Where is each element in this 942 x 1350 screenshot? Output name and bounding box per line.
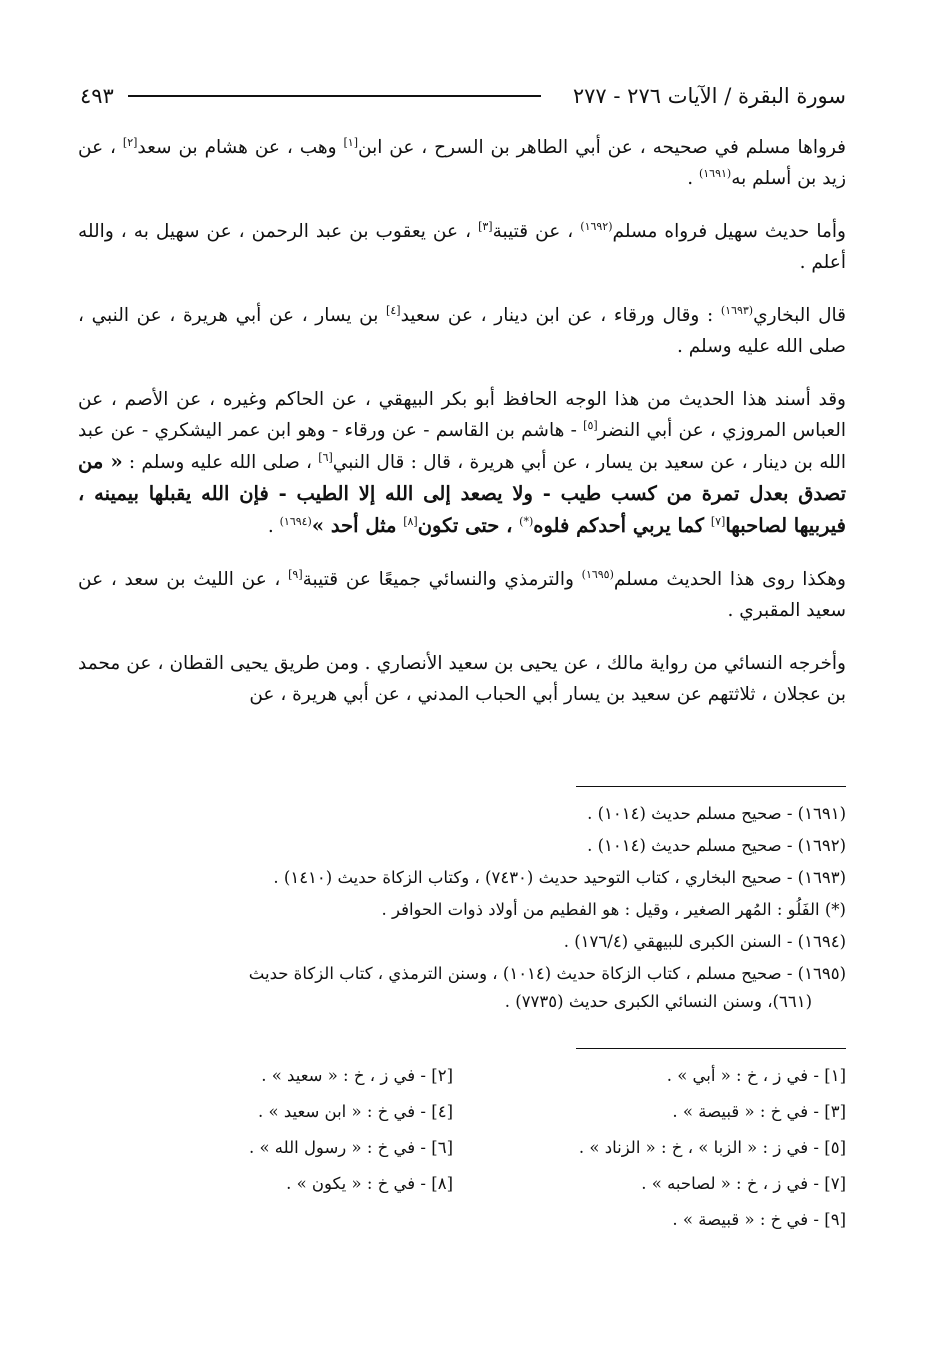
footnote-ref: (١٦٩٤) [279,514,312,528]
text-run: قال البخاري [753,305,847,326]
variant-note: [٨] - في خ : « يكون » . [286,1174,453,1193]
variant-note: [٧] - في ز ، خ : « لصاحبه » . [641,1174,846,1193]
text-run: ، عن الليث بن سعد ، عن سعيد المقبري . [78,569,846,621]
variant-ref: [٥] [583,418,598,432]
variant-note: [٩] - في خ : « قبيصة » . [672,1210,846,1229]
variant-note: [٤] - في خ : « ابن سعيد » . [258,1102,453,1121]
main-text [78,132,846,732]
footnote-ref: (*) [519,514,534,528]
text-run: ، صلى الله عليه وسلم : [122,452,319,473]
variant-ref: [٢] [122,135,138,149]
variant-note: [٦] - في خ : « رسول الله » . [248,1138,453,1157]
text-run: ، عن زيد بن أسلم به [78,137,846,189]
text-run: فرواها مسلم في صحيحه ، عن أبي الطاهر بن السرح ، عن ابن [358,137,846,158]
footnote: (١٦٩٤) - السنن الكبرى للبيهقي (١٧٦/٤) . [563,932,846,951]
hadith-text: « من تصدق بعدل تمرة من كسب طيب - ولا يصعد إلى الله إلا الطيب - فإن الله يقبلها بيمينه ، فيربيها لصاحبها [78,450,846,537]
text-run: وهكذا روى هذا الحديث مسلم [613,569,846,590]
text-run: وهب ، عن هشام بن سعد [137,137,344,158]
variants-separator [576,1048,846,1049]
text-run: والترمذي والنسائي جميعًا عن قتيبة [302,569,582,590]
text-run: بن يسار ، عن أبي هريرة ، عن النبي ، صلى الله عليه وسلم . [78,305,846,357]
hadith-text: كما يربي أحدكم فلوه [533,514,711,537]
hadith-text: ، حتى تكون [417,514,520,537]
text-run: ، عن يعقوب بن عبد الرحمن ، عن سهيل به ، والله أعلم . [78,221,846,273]
text-run: . [267,516,280,537]
text-run: وقد أسند هذا الحديث من هذا الوجه الحافظ أبو بكر البيهقي ، عن الحاكم وغيره ، عن الأصم ، عن العباس المروزي ، عن أبي النضر [78,389,846,441]
text-run: - هاشم بن القاسم - عن ورقاء - وهو ابن عمر اليشكري - عن عبد الله بن دينار ، عن سعيد بن يسار ، عن أبي هريرة ، قال : قال النبي [78,420,847,473]
variant-ref: [١] [343,135,358,149]
variant-ref: [٩] [288,567,303,581]
footnote-ref: (١٦٩٥) [581,567,614,581]
variant-ref: [٧] [710,514,726,528]
paragraph-5 [78,564,846,626]
paragraph-2 [78,216,846,278]
variant-ref: [٨] [403,514,418,528]
footnote: (١٦٩١) - صحيح مسلم حديث (١٠١٤) . [587,804,846,823]
manuscript-variants [80,1062,846,1234]
header-title: سورة البقرة / الآيات ٢٧٦ - ٢٧٧ [572,84,846,108]
variant-note: [١] - في ز ، خ : « أبي » . [666,1066,846,1085]
header-rule [128,95,541,97]
variant-ref: [٤] [386,303,401,317]
footnote-line: (٦٦١)، وسنن النسائي الكبرى حديث (٧٧٣٥) . [504,992,812,1011]
paragraph-6: وأخرجه النسائي من رواية مالك ، عن يحيى بن سعيد الأنصاري . ومن طريق يحيى القطان ، عن محمد بن عجلان ، ثلاثتهم عن سعيد بن يسار أبي الحباب المدني ، عن أبي هريرة ، عن [78,653,846,705]
variant-note: [٥] - في ز : « الزبا » ، خ : « الزناد » . [578,1138,846,1157]
variant-note: [٣] - في خ : « قبيصة » . [672,1102,846,1121]
variant-ref: [٦] [318,450,333,464]
footnote-ref: (١٦٩٢) [580,219,613,233]
text-run: ، عن قتيبة [492,221,581,242]
footnote-separator [576,786,846,787]
page-number: ٤٩٣ [80,84,114,108]
footnote-line: (١٦٩٥) - صحيح مسلم ، كتاب الزكاة حديث (١٠١٤) ، وسنن الترمذي ، كتاب الزكاة حديث [248,964,846,983]
hadith-text: مثل أحد » [311,514,404,537]
footnote: (١٦٩٣) - صحيح البخاري ، كتاب التوحيد حديث (٧٤٣٠) ، وكتاب الزكاة حديث (١٤١٠) . [273,868,846,887]
footnotes [80,800,846,1020]
paragraph-3 [78,300,846,362]
text-run: . [687,168,699,189]
paragraph-4 [78,384,846,542]
running-header [80,76,846,116]
footnote: (١٦٩٢) - صحيح مسلم حديث (١٠١٤) . [587,836,846,855]
footnote-ref: (١٦٩٣) [720,303,754,317]
text-run: : وقال ورقاء ، عن ابن دينار ، عن سعيد [400,305,721,326]
text-run: وأما حديث سهيل فرواه مسلم [612,221,846,242]
variant-note: [٢] - في ز ، خ : « سعيد » . [261,1066,453,1085]
footnote-ref: (١٦٩١) [698,166,732,180]
variant-ref: [٣] [478,219,493,233]
paragraph-1 [78,132,846,194]
footnote [80,960,846,1016]
footnote: (*) الفَلُو : المُهر الصغير ، وقيل : هو الفطيم من أولاد ذوات الحوافر . [381,900,846,919]
